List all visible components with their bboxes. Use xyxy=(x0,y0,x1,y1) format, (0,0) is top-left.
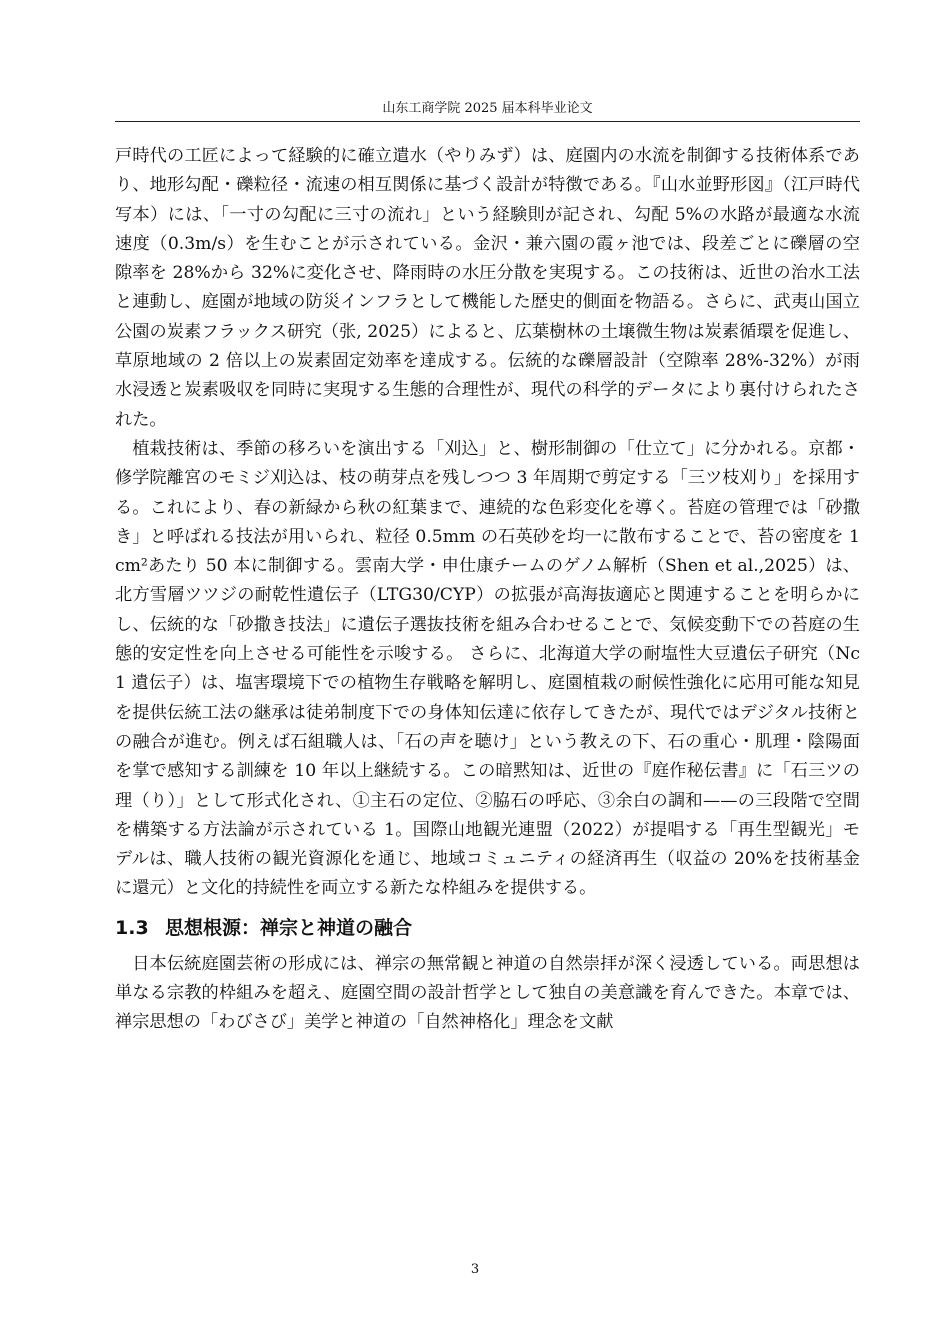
running-header: 山东工商学院 2025 届本科毕业论文 xyxy=(382,101,593,116)
body-text xyxy=(115,142,860,1038)
page-number: 3 xyxy=(470,1262,480,1277)
header-divider xyxy=(115,121,860,122)
section-heading xyxy=(115,910,860,946)
section-number: 1.3 xyxy=(115,916,149,939)
section-title: 思想根源：禅宗と神道の融合 xyxy=(165,916,413,939)
paragraph-planting-techniques: 植栽技術は、季節の移ろいを演出する「刈込」と、樹形制御の「仕立て」に分かれる。京都・修学院離宮のモミジ刈込は、枝の萌芽点を残しつつ 3 年周期で剪定する「三ツ枝刈り」を採用する。これにより、春の新緑から秋の紅葉まで、連続的な色彩変化を導く。苔庭の管理では「砂撒き」と呼ばれる技法が用いられ、粒径 0.5mm の石英砂を均一に散布することで、苔の密度を 1cm²あたり 50 本に制御する。雲南大学・申仕康チームのゲノム解析（Shen et al.,2025）は、北方雪層ツツジの耐乾性遺伝子（LTG30/CYP）の拡張が高海抜適応と関連することを明らかにし、伝統的な「砂撒き技法」に遺伝子選抜技術を組み合わせることで、気候変動下での苔庭の生態的安定性を向上させる可能性を示唆する。 さらに、北海道大学の耐塩性大豆遺伝子研究（Nc1 遺伝子）は、塩害環境下での植物生存戦略を解明し、庭園植栽の耐候性強化に応用可能な知見を提供伝統工法の継承は徒弟制度下での身体知伝達に依存してきたが、現代ではデジタル技術との融合が進む。例えば石組職人は、「石の声を聴け」という教えの下、石の重心・肌理・陰陽面を掌で感知する訓練を 10 年以上継続する。この暗黙知は、近世の『庭作秘伝書』に「石三ツの理（り）」として形式化され、①主石の定位、②脇石の呼応、③余白の調和——の三段階で空間を構築する方法論が示されている 1。国際山地観光連盟（2022）が提唱する「再生型観光」モデルは、職人技術の観光資源化を通じ、地域コミュニティの経済再生（収益の 20%を技術基金に還元）と文化的持続性を両立する新たな枠組みを提供する。 xyxy=(115,438,860,899)
paragraph-yarimizu: 戸時代の工匠によって経験的に確立遣水（やりみず）は、庭園内の水流を制御する技術体系であり、地形勾配・礫粒径・流速の相互関係に基づく設計が特徴である。『山水並野形図』（江戸時代写本）には、「一寸の勾配に三寸の流れ」という経験則が記され、勾配 5%の水路が最適な水流速度（0.3m/s）を生むことが示されている。金沢・兼六園の霞ヶ池では、段差ごとに礫層の空隙率を 28%から 32%に変化させ、降雨時の水圧分散を実現する。この技術は、近世の治水工法と連動し、庭園が地域の防災インフラとして機能した歴史的側面を物語る。さらに、武夷山国立公園の炭素フラックス研究（张, 2025）によると、広葉樹林の土壌微生物は炭素循環を促進し、草原地域の 2 倍以上の炭素固定効率を達成する。伝統的な礫層設計（空隙率 28%-32%）が雨水浸透と炭素吸収を同時に実現する生態的合理性が、現代の科学的データにより裏付けられたされた。 xyxy=(115,146,860,430)
paragraph-section-intro: 日本伝統庭園芸術の形成には、禅宗の無常観と神道の自然崇拝が深く浸透している。両思想は単なる宗教的枠組みを超え、庭園空間の設計哲学として独自の美意識を育んできた。本章では、禅宗思想の「わびさび」美学と神道の「自然神格化」理念を文献 xyxy=(115,953,860,1033)
